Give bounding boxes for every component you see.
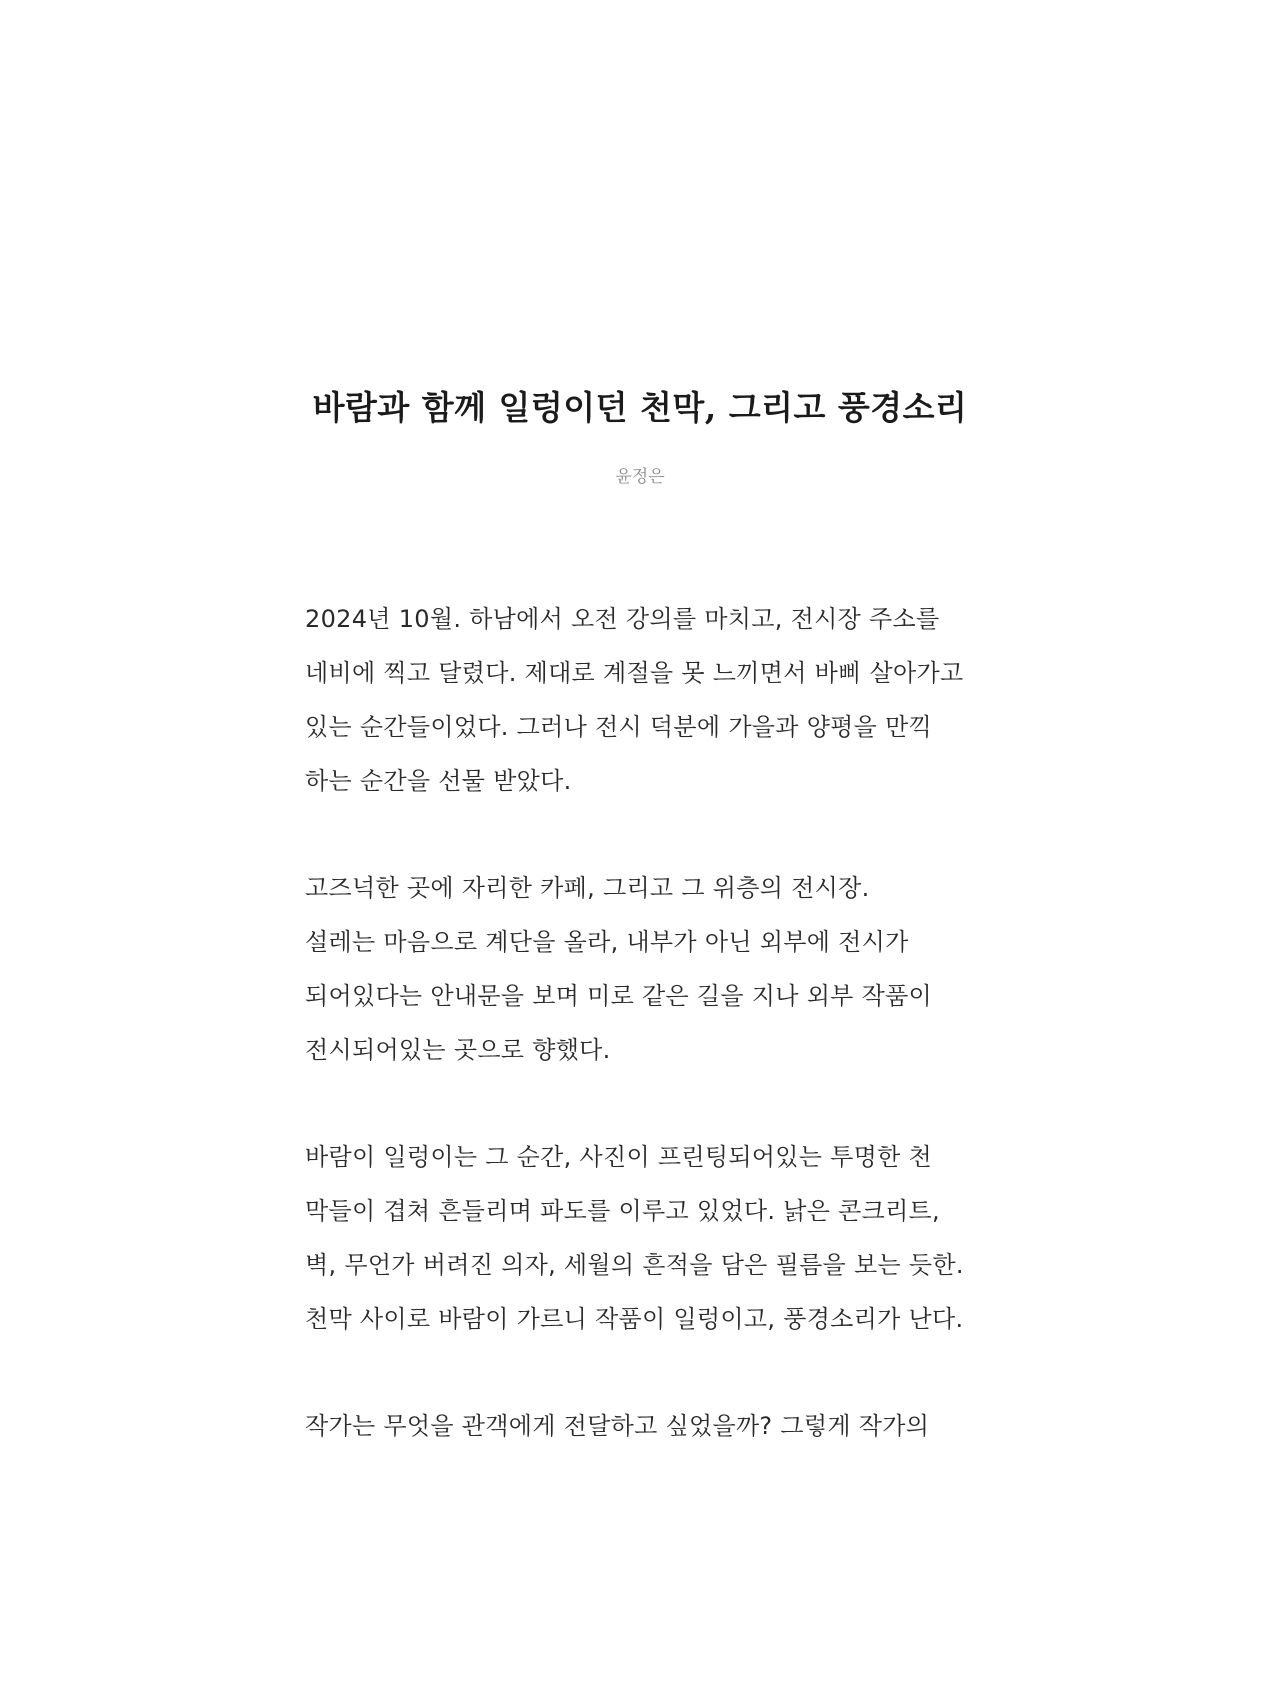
- paragraph-line: 있는 순간들이었다. 그러나 전시 덕분에 가을과 양평을 만끽: [305, 713, 933, 741]
- article-title: 바람과 함께 일렁이던 천막, 그리고 풍경소리: [312, 388, 968, 427]
- paragraph-line: 하는 순간을 선물 받았다.: [305, 767, 572, 795]
- paragraph-line: 전시되어있는 곳으로 향했다.: [305, 1036, 611, 1064]
- article-body: [305, 592, 977, 1506]
- article-author: 윤정은: [615, 467, 665, 487]
- paragraph: [305, 861, 977, 1077]
- paragraph-line: 2024년 10월. 하남에서 오전 강의를 마치고, 전시장 주소를: [305, 605, 940, 633]
- paragraph-line: 네비에 찍고 달렸다. 제대로 계절을 못 느끼면서 바삐 살아가고: [305, 659, 964, 687]
- paragraph-line: 바람이 일렁이는 그 순간, 사진이 프린팅되어있는 투명한 천: [305, 1143, 933, 1171]
- paragraph-line: 작가는 무엇을 관객에게 전달하고 싶었을까? 그렇게 작가의: [305, 1412, 930, 1440]
- paragraph-line: 막들이 겹쳐 흔들리며 파도를 이루고 있었다. 낡은 콘크리트,: [305, 1197, 940, 1225]
- paragraph-line: 천막 사이로 바람이 가르니 작품이 일렁이고, 풍경소리가 난다.: [305, 1305, 964, 1333]
- paragraph-line: 되어있다는 안내문을 보며 미로 같은 길을 지나 외부 작품이: [305, 982, 933, 1010]
- paragraph-line: 설레는 마음으로 계단을 올라, 내부가 아닌 외부에 전시가: [305, 928, 909, 956]
- paragraph: [305, 592, 977, 808]
- paragraph: [305, 1399, 977, 1453]
- paragraph-line: 벽, 무언가 버려진 의자, 세월의 흔적을 담은 필름을 보는 듯한.: [305, 1251, 964, 1279]
- paragraph-line: 고즈넉한 곳에 자리한 카페, 그리고 그 위층의 전시장.: [305, 874, 870, 902]
- paragraph: [305, 1130, 977, 1346]
